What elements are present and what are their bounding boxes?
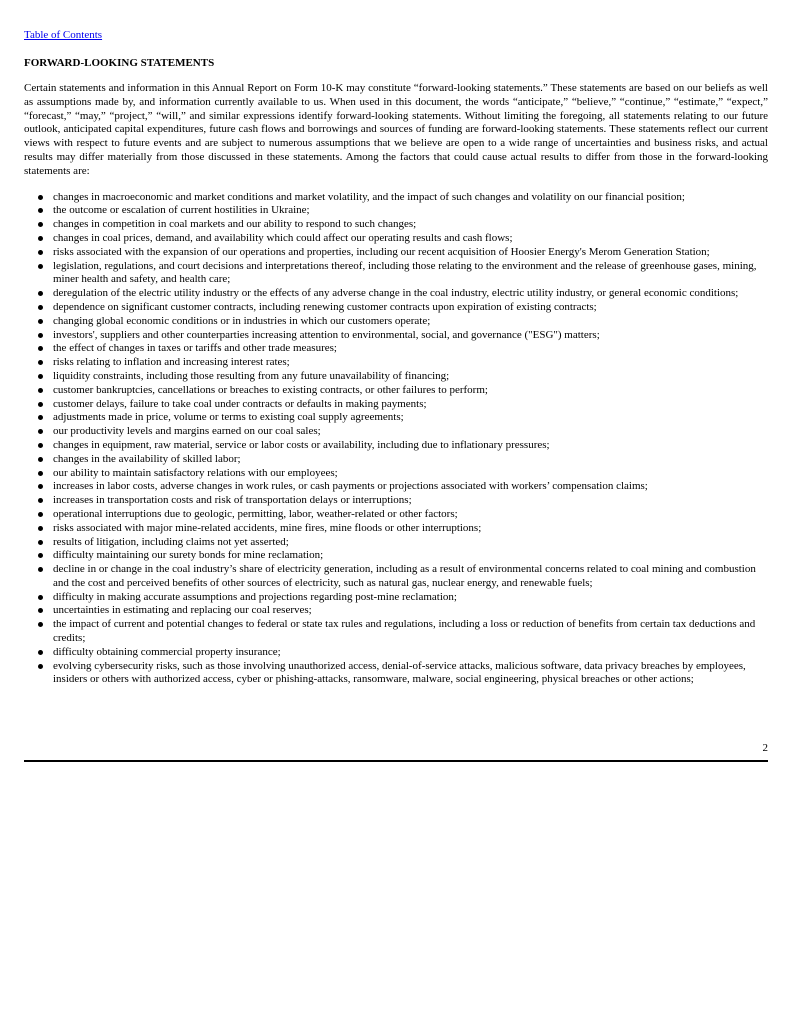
- list-item-text: deregulation of the electric utility industry or the effects of any adverse change in the coal industry, electric utility industry, or general economic conditions;: [53, 287, 739, 300]
- list-item: [24, 398, 768, 412]
- bullet-icon: [38, 402, 43, 407]
- bullet-icon: [38, 195, 43, 200]
- list-item-text: investors', suppliers and other counterparties increasing attention to environmental, social, and governance ("ESG") matters;: [53, 328, 600, 341]
- list-item-text: dependence on significant customer contracts, including renewing customer contracts upon expiration of existing contracts;: [53, 300, 597, 313]
- list-item: [24, 370, 768, 384]
- section-heading: FORWARD-LOOKING STATEMENTS: [24, 57, 215, 69]
- list-item-text: risks associated with major mine-related accidents, mine fires, mine floods or other interruptions;: [53, 521, 482, 534]
- bullet-icon: [38, 333, 43, 338]
- bullet-icon: [38, 415, 43, 420]
- document-page: [24, 28, 768, 687]
- list-item: [24, 301, 768, 315]
- bullet-icon: [38, 512, 43, 517]
- list-item: [24, 480, 768, 494]
- list-item: [24, 453, 768, 467]
- bullet-icon: [38, 650, 43, 655]
- list-item-text: the outcome or escalation of current hostilities in Ukraine;: [53, 204, 310, 217]
- bullet-icon: [38, 526, 43, 531]
- list-item-text: uncertainties in estimating and replacing our coal reserves;: [53, 604, 312, 617]
- list-item: [24, 287, 768, 301]
- list-item: [24, 591, 768, 605]
- bullet-icon: [38, 208, 43, 213]
- list-item-text: customer bankruptcies, cancellations or breaches to existing contracts, or other failures to perform;: [53, 383, 488, 396]
- bullet-icon: [38, 429, 43, 434]
- list-item-text: decline in or change in the coal industry’s share of electricity generation, including as a result of environmental concerns related to coal mining and combustion and the cost and perceived benefits of other sources of electricity, such as natural gas, nuclear energy, and renewable fuels;: [53, 563, 756, 589]
- list-item: [24, 646, 768, 660]
- page-divider: [24, 760, 768, 762]
- list-item-text: difficulty in making accurate assumptions and projections regarding post-mine reclamation;: [53, 590, 457, 603]
- list-item: [24, 618, 768, 646]
- list-item-text: adjustments made in price, volume or terms to existing coal supply agreements;: [53, 411, 404, 424]
- bullet-icon: [38, 319, 43, 324]
- page-number: 2: [762, 742, 768, 754]
- list-item-text: risks associated with the expansion of our operations and properties, including our recent acquisition of Hoosier Energy's Merom Generation Station;: [53, 245, 710, 258]
- list-item-text: operational interruptions due to geologic, permitting, labor, weather-related or other factors;: [53, 507, 458, 520]
- bullet-icon: [38, 553, 43, 558]
- list-item: [24, 191, 768, 205]
- list-item: [24, 411, 768, 425]
- list-item-text: changes in coal prices, demand, and availability which could affect our operating results and cash flows;: [53, 231, 513, 244]
- bullet-icon: [38, 608, 43, 613]
- list-item-text: our productivity levels and margins earned on our coal sales;: [53, 425, 321, 438]
- table-of-contents-link[interactable]: Table of Contents: [24, 29, 103, 41]
- list-item-text: increases in labor costs, adverse changes in work rules, or cash payments or projections associated with workers’ compensation claims;: [53, 480, 648, 493]
- list-item-text: changing global economic conditions or in industries in which our customers operate;: [53, 314, 431, 327]
- bullet-icon: [38, 567, 43, 572]
- risk-factor-list: [24, 191, 768, 688]
- list-item: [24, 563, 768, 591]
- list-item: [24, 660, 768, 688]
- bullet-icon: [38, 360, 43, 365]
- list-item: [24, 246, 768, 260]
- list-item-text: difficulty obtaining commercial property insurance;: [53, 645, 281, 658]
- list-item: [24, 218, 768, 232]
- bullet-icon: [38, 471, 43, 476]
- list-item: [24, 260, 768, 288]
- list-item: [24, 204, 768, 218]
- bullet-icon: [38, 484, 43, 489]
- list-item-text: difficulty maintaining our surety bonds for mine reclamation;: [53, 549, 324, 562]
- list-item: [24, 439, 768, 453]
- list-item-text: risks relating to inflation and increasing interest rates;: [53, 356, 290, 369]
- list-item-text: customer delays, failure to take coal under contracts or defaults in making payments;: [53, 397, 427, 410]
- bullet-icon: [38, 305, 43, 310]
- bullet-icon: [38, 388, 43, 393]
- list-item: [24, 356, 768, 370]
- list-item: [24, 467, 768, 481]
- bullet-icon: [38, 664, 43, 669]
- bullet-icon: [38, 291, 43, 296]
- list-item: [24, 384, 768, 398]
- bullet-icon: [38, 222, 43, 227]
- list-item-text: our ability to maintain satisfactory relations with our employees;: [53, 466, 338, 479]
- list-item-text: changes in competition in coal markets and our ability to respond to such changes;: [53, 218, 417, 231]
- list-item: [24, 549, 768, 563]
- list-item: [24, 342, 768, 356]
- list-item: [24, 604, 768, 618]
- list-item-text: changes in the availability of skilled labor;: [53, 452, 241, 465]
- list-item: [24, 425, 768, 439]
- bullet-icon: [38, 443, 43, 448]
- bullet-icon: [38, 498, 43, 503]
- bullet-icon: [38, 250, 43, 255]
- list-item-text: evolving cybersecurity risks, such as those involving unauthorized access, denial-of-service attacks, malicious software, data privacy breaches by employees, insiders or others with authorized access, cyber or phishing-attacks, ransomware, malware, social engineering, physical breaches or other actions;: [53, 659, 746, 686]
- list-item-text: the effect of changes in taxes or tariffs and other trade measures;: [53, 342, 337, 355]
- list-item-text: liquidity constraints, including those resulting from any future unavailability of financing;: [53, 369, 450, 382]
- bullet-icon: [38, 540, 43, 545]
- list-item-text: results of litigation, including claims not yet asserted;: [53, 535, 289, 548]
- bullet-icon: [38, 374, 43, 379]
- bullet-icon: [38, 346, 43, 351]
- list-item-text: the impact of current and potential changes to federal or state tax rules and regulations, including a loss or reduction of benefits from certain tax deductions and credits;: [53, 618, 756, 645]
- bullet-icon: [38, 622, 43, 627]
- list-item: [24, 494, 768, 508]
- list-item: [24, 329, 768, 343]
- bullet-icon: [38, 264, 43, 269]
- list-item-text: legislation, regulations, and court decisions and interpretations thereof, including those relating to the environment and the release of greenhouse gases, mining, miner health and safety, and health care;: [53, 259, 757, 286]
- list-item-text: increases in transportation costs and risk of transportation delays or interruptions;: [53, 494, 412, 507]
- bullet-icon: [38, 595, 43, 600]
- list-item-text: changes in macroeconomic and market conditions and market volatility, and the impact of such changes and volatility on our financial position;: [53, 190, 685, 203]
- list-item-text: changes in equipment, raw material, service or labor costs or availability, including due to inflationary pressures;: [53, 438, 550, 451]
- bullet-icon: [38, 236, 43, 241]
- list-item: [24, 536, 768, 550]
- list-item: [24, 508, 768, 522]
- list-item: [24, 522, 768, 536]
- bullet-icon: [38, 457, 43, 462]
- list-item: [24, 315, 768, 329]
- intro-paragraph: Certain statements and information in this Annual Report on Form 10-K may constitute “forward-looking statements.” These statements are based on our beliefs as well as assumptions made by, and information currently available to us. When used in this document, the words “anticipate,” “believe,” “continue,” “estimate,” “expect,” “forecast,” “may,” “project,” “will,” and similar expressions identify forward-looking statements. Without limiting the foregoing, all statements relating to our future outlook, anticipated capital expenditures, future cash flows and borrowings and sources of funding are forward-looking statements. These statements reflect our current views with respect to future events and are subject to numerous assumptions that we believe are open to a wide range of uncertainties and business risks, and actual results may differ materially from those discussed in these statements. Among the factors that could cause actual results to differ from those in the forward-looking statements are:: [24, 82, 768, 177]
- list-item: [24, 232, 768, 246]
